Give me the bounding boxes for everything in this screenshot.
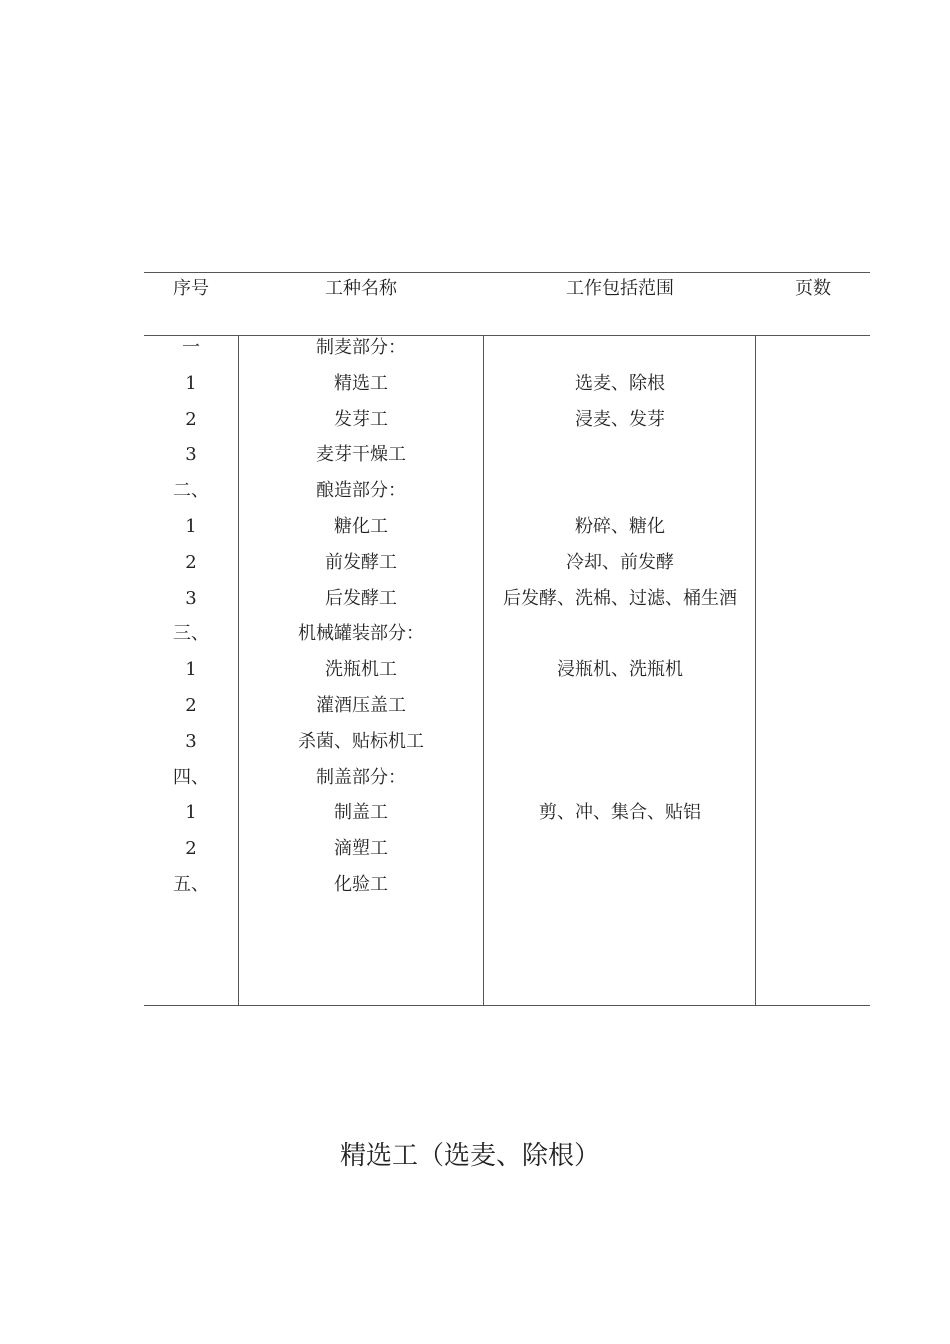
cell-no: 1: [185, 515, 197, 537]
cell-page: [756, 515, 870, 551]
cell-no: 3: [185, 587, 197, 609]
cell-name: 后发酵工: [325, 587, 397, 609]
cell-no: 2: [185, 408, 197, 430]
cell-scope: [484, 873, 756, 909]
cell-no: 一: [182, 337, 200, 358]
cell-name: 灌酒压盖工: [316, 694, 406, 716]
cell-scope: 浸麦、发芽: [575, 408, 665, 430]
cell-page: [756, 408, 870, 444]
table-row: [144, 694, 870, 730]
cell-page: [756, 336, 870, 372]
cell-scope: [484, 336, 756, 372]
cell-page: [756, 801, 870, 837]
cell-no: 3: [185, 730, 197, 752]
cell-scope: [484, 837, 756, 873]
table-row: [144, 766, 870, 802]
cell-scope: 剪、冲、集合、贴铝: [539, 802, 701, 824]
header-page: 页数: [795, 278, 831, 299]
table-header-row: [144, 273, 870, 336]
table-row: [144, 515, 870, 551]
header-scope: 工作包括范围: [566, 278, 674, 299]
cell-scope: 浸瓶机、洗瓶机: [557, 659, 683, 681]
cell-scope: [484, 479, 756, 515]
cell-page: [756, 766, 870, 802]
cell-name: 化验工: [334, 873, 388, 895]
cell-scope: 粉碎、糖化: [575, 515, 665, 537]
cell-name: 麦芽干燥工: [316, 444, 406, 466]
table-row: [144, 443, 870, 479]
cell-name: 机械罐装部分：: [298, 623, 424, 645]
header-no: 序号: [173, 278, 209, 299]
cell-page: [756, 694, 870, 730]
cell-name: 制麦部分：: [316, 337, 406, 358]
cell-no: 三、: [173, 623, 209, 645]
table-row: [144, 587, 870, 623]
table-row: [144, 408, 870, 444]
cell-name: 杀菌、贴标机工: [298, 730, 424, 752]
cell-page: [756, 587, 870, 623]
table-row: [144, 372, 870, 408]
cell-no: 五、: [173, 873, 209, 895]
section-title: 精选工（选麦、除根）: [339, 1141, 600, 1171]
cell-scope: [484, 730, 756, 766]
table-row: [144, 336, 870, 372]
cell-page: [756, 372, 870, 408]
table-row: [144, 801, 870, 837]
table-row: [144, 551, 870, 587]
cell-no: 1: [185, 802, 197, 824]
cell-no: 2: [185, 838, 197, 860]
cell-page: [756, 730, 870, 766]
cell-name: 糖化工: [334, 515, 388, 537]
cell-name: 制盖部分：: [316, 766, 406, 788]
cell-no: 1: [185, 659, 197, 681]
cell-name: 酿造部分：: [316, 480, 406, 502]
cell-name: 发芽工: [334, 408, 388, 430]
cell-page: [756, 479, 870, 515]
cell-page: [756, 658, 870, 694]
cell-scope: 后发酵、洗棉、过滤、桶生酒: [503, 587, 737, 609]
table-row: [144, 658, 870, 694]
cell-no: 1: [185, 372, 197, 394]
table-row: [144, 622, 870, 658]
cell-scope: [484, 766, 756, 802]
cell-scope: 选麦、除根: [575, 372, 665, 394]
cell-no: 3: [185, 444, 197, 466]
cell-name: 精选工: [334, 372, 388, 394]
cell-page: [756, 873, 870, 909]
cell-page: [756, 551, 870, 587]
cell-no: 四、: [173, 766, 209, 788]
cell-page: [756, 443, 870, 479]
table-row: [144, 837, 870, 873]
cell-page: [756, 837, 870, 873]
cell-scope: [484, 694, 756, 730]
cell-scope: [484, 443, 756, 479]
cell-name: 洗瓶机工: [325, 659, 397, 681]
cell-no: 2: [185, 694, 197, 716]
work-type-table: [144, 272, 870, 1006]
cell-name: 前发酵工: [325, 551, 397, 573]
cell-name: 滴塑工: [334, 838, 388, 860]
header-name: 工种名称: [325, 278, 397, 299]
cell-scope: [484, 622, 756, 658]
cell-name: 制盖工: [334, 802, 388, 824]
table-row: [144, 873, 870, 909]
cell-no: 二、: [173, 480, 209, 502]
cell-no: 2: [185, 551, 197, 573]
cell-page: [756, 622, 870, 658]
cell-scope: 冷却、前发酵: [566, 551, 674, 573]
table-row: [144, 479, 870, 515]
table-body: [144, 336, 870, 909]
table-row: [144, 730, 870, 766]
